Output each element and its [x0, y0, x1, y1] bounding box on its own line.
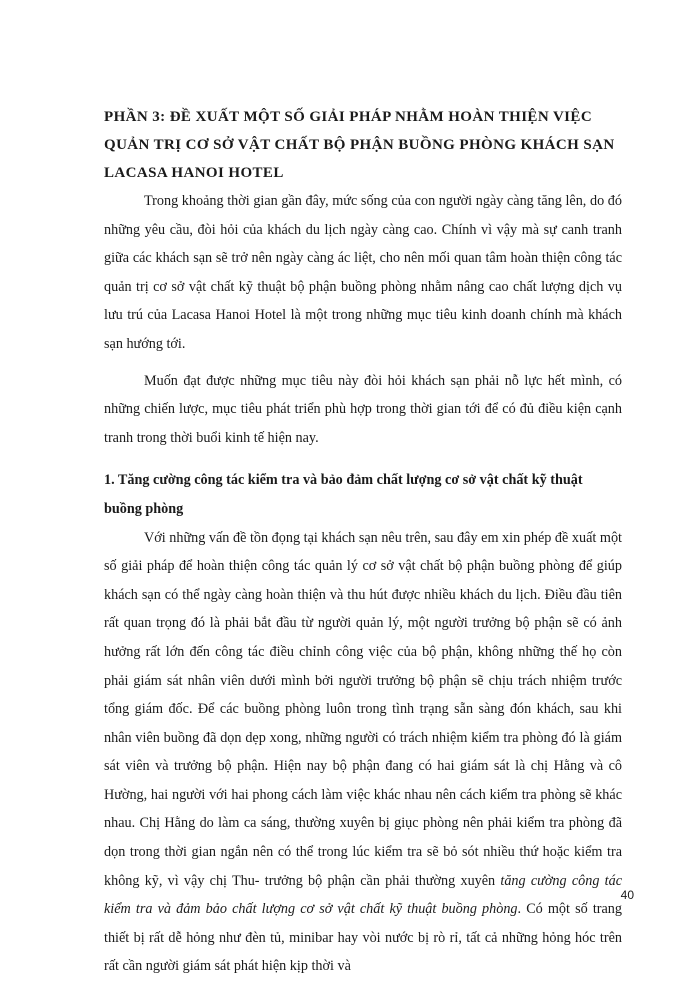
- part-heading: PHẦN 3: ĐỀ XUẤT MỘT SỐ GIẢI PHÁP NHẰM HOÀN THIỆN VIỆC QUẢN TRỊ CƠ SỞ VẬT CHẤT BỘ PHẬN BUỒNG PHÒNG KHÁCH SẠN LACASA HANOI HOTEL: [104, 109, 615, 181]
- section-heading: 1. Tăng cường công tác kiểm tra và bảo đảm chất lượng cơ sở vật chất kỹ thuật buồng phòng: [104, 472, 583, 517]
- paragraph-proposal-emphasis: tăng cường công tác kiểm tra và đảm bảo chất lượng cơ sở vật chất kỹ thuật buồng phòng: [104, 872, 622, 918]
- paragraph-proposal-text: Với những vấn đề tồn đọng tại khách sạn nêu trên, sau đây em xin phép đề xuất một số giải pháp để hoàn thiện công tác quản lý cơ sở vật chất bộ phận buồng phòng để giúp khách sạn có thể ngày càng hoàn thiện và thu hút được nhiều khách du lịch. Điều đầu tiên rất quan trọng đó là phải bắt đầu từ người quản lý, một người trưởng bộ phận sẽ có ảnh hưởng rất lớn đến công tác điều chỉnh công việc của bộ phận, không những thế họ còn phải giám sát nhân viên dưới mình bởi người trưởng bộ phận sẽ chịu trách nhiệm trước tổng giám đốc. Để các buồng phòng luôn trong tình trạng sẵn sàng đón khách, sau khi nhân viên buồng đã dọn dẹp xong, những người có trách nhiệm kiểm tra phòng đó là giám sát viên và trưởng bộ phận. Hiện nay bộ phận đang có hai giám sát là chị Hằng và cô Hường, hai người với hai phong cách làm việc khác nhau nên cách kiểm tra phòng sẽ khác nhau. Chị Hằng do làm ca sáng, thường xuyên bị giục phòng nên phải kiểm tra phòng đã dọn trong thời gian ngắn nên có thể trong lúc kiểm tra sẽ bỏ sót nhiều thứ hoặc kiểm tra không kỹ, vì vậy chị Thu- trưởng bộ phận cần phải thường xuyên: [104, 529, 622, 889]
- paragraph-intro: Trong khoảng thời gian gần đây, mức sống của con người ngày càng tăng lên, do đó những yêu cầu, đòi hỏi của khách du lịch ngày càng cao. Chính vì vậy mà sự canh tranh giữa các khách sạn sẽ trở nên ngày càng ác liệt, cho nên mối quan tâm hoàn thiện công tác quản trị cơ sở vật chất kỹ thuật bộ phận buồng phòng nhằm nâng cao chất lượng dịch vụ lưu trú của Lacasa Hanoi Hotel là một trong những mục tiêu kinh doanh chính mà khách sạn hướng tới.: [104, 193, 622, 352]
- page-number: 40: [620, 888, 634, 902]
- paragraph-proposal-continuation: . Có một số trang thiết bị rất dễ hỏng như đèn tủ, minibar hay vòi nước bị rò rỉ, tất cả những hỏng hóc trên rất cần người giám sát phát hiện kịp thời và: [104, 901, 622, 975]
- page-content: [104, 103, 622, 981]
- paragraph-proposal: [104, 524, 622, 981]
- paragraph-goals: Muốn đạt được những mục tiêu này đòi hỏi khách sạn phải nỗ lực hết mình, có những chiến lược, mục tiêu phát triển phù hợp trong thời gian tới để có đủ điều kiện cạnh tranh trong thời buổi kinh tế hiện nay.: [104, 372, 622, 446]
